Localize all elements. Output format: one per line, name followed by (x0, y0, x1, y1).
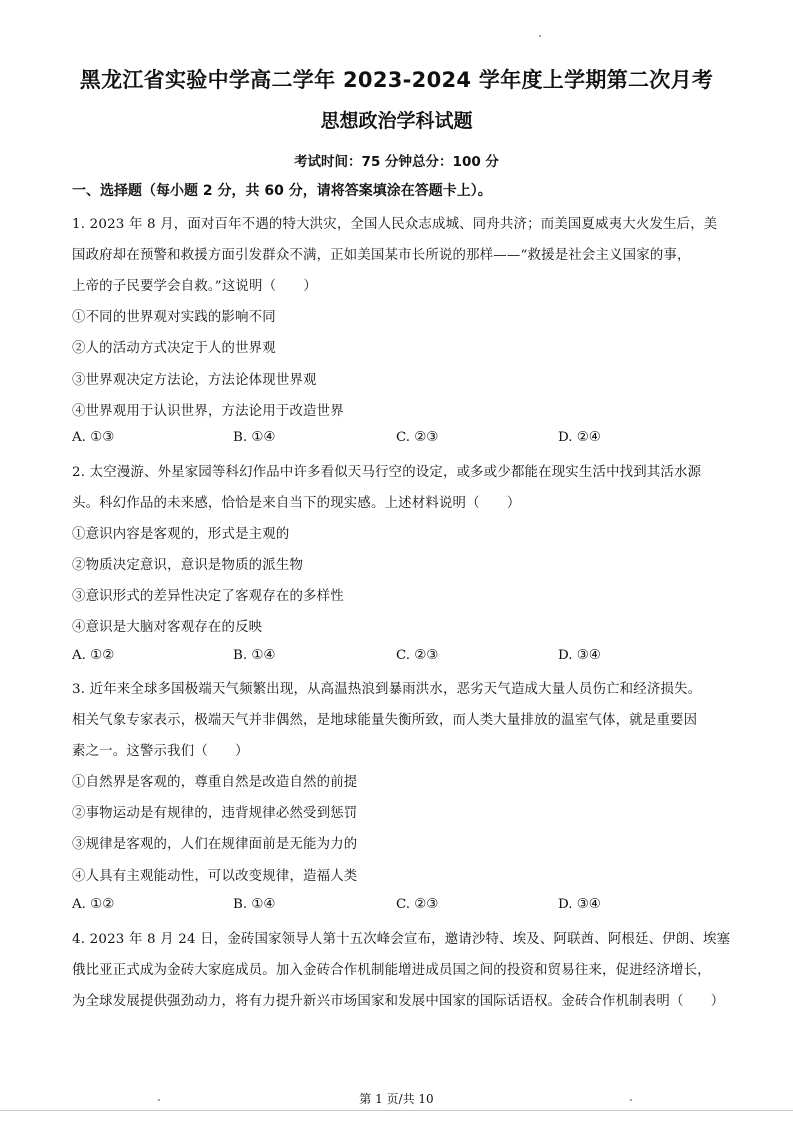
option-d: D. ③④ (558, 648, 601, 663)
exam-title: 黑龙江省实验中学高二学年 2023-2024 学年度上学期第二次月考 (79, 68, 714, 92)
option-b: B. ①④ (233, 430, 276, 445)
question-stem-line: 上帝的子民要学会自救。”这说明（ ） (72, 279, 317, 294)
option-d: D. ②④ (558, 430, 601, 445)
statement: ④世界观用于认识世界，方法论用于改造世界 (72, 404, 344, 419)
question-stem-line: 头。科幻作品的未来感，恰恰是来自当下的现实感。上述材料说明（ ） (72, 496, 521, 511)
page-number: 第 1 页/共 10 (359, 1092, 434, 1106)
option-d: D. ③④ (558, 897, 601, 912)
statement: ③意识形式的差异性决定了客观存在的多样性 (72, 589, 344, 604)
question-stem-line: 素之一。这警示我们（ ） (72, 744, 249, 759)
option-a: A. ①③ (72, 430, 115, 445)
statement: ①意识内容是客观的，形式是主观的 (72, 527, 290, 542)
statement: ①自然界是客观的，尊重自然是改造自然的前提 (72, 775, 358, 790)
option-b: B. ①④ (233, 648, 276, 663)
question-stem-line: 4. 2023 年 8 月 24 日，金砖国家领导人第十五次峰会宣布，邀请沙特、埃及、阿联酋、阿根廷、伊朗、埃塞 (72, 932, 731, 947)
option-c: C. ②③ (396, 648, 439, 663)
option-b: B. ①④ (233, 897, 276, 912)
option-a: A. ①② (72, 897, 115, 912)
statement: ②人的活动方式决定于人的世界观 (72, 341, 276, 356)
statement: ③世界观决定方法论，方法论体现世界观 (72, 373, 317, 388)
option-a: A. ①② (72, 648, 115, 663)
section-heading: 一、选择题（每小题 2 分，共 60 分，请将答案填涂在答题卡上）。 (72, 183, 492, 199)
footer-divider (0, 1110, 793, 1111)
question-stem-line: 为全球发展提供强劲动力，将有力提升新兴市场国家和发展中国家的国际话语权。金砖合作机制表明（ ） (72, 994, 725, 1009)
statement: ②事物运动是有规律的，违背规律必然受到惩罚 (72, 806, 358, 821)
exam-subject: 思想政治学科试题 (320, 110, 473, 132)
question-stem-line: 3. 近年来全球多国极端天气频繁出现，从高温热浪到暴雨洪水，恶劣天气造成大量人员伤亡和经济损失。 (72, 682, 702, 697)
option-c: C. ②③ (396, 430, 439, 445)
question-stem-line: 相关气象专家表示，极端天气并非偶然，是地球能量失衡所致，而人类大量排放的温室气体，就是重要因 (72, 713, 698, 728)
question-stem-line: 俄比亚正式成为金砖大家庭成员。加入金砖合作机制能增进成员国之间的投资和贸易往来，促进经济增长， (72, 963, 711, 978)
exam-time-and-score: 考试时间：75 分钟总分：100 分 (294, 154, 499, 170)
question-stem-line: 2. 太空漫游、外星家园等科幻作品中许多看似天马行空的设定，或多或少都能在现实生活中找到其活水源 (72, 465, 702, 480)
statement: ①不同的世界观对实践的影响不同 (72, 310, 276, 325)
option-c: C. ②③ (396, 897, 439, 912)
statement: ③规律是客观的，人们在规律面前是无能为力的 (72, 837, 358, 852)
question-stem-line: 国政府却在预警和救援方面引发群众不满，正如美国某市长所说的那样——“救援是社会主义国家的事， (72, 248, 691, 263)
statement: ④意识是大脑对客观存在的反映 (72, 620, 263, 635)
statement: ④人具有主观能动性，可以改变规律，造福人类 (72, 869, 358, 884)
statement: ②物质决定意识，意识是物质的派生物 (72, 558, 304, 573)
question-stem-line: 1. 2023 年 8 月，面对百年不遇的特大洪灾，全国人民众志成城、同舟共济；而美国夏威夷大火发生后，美 (72, 217, 718, 232)
decorative-dot (539, 35, 541, 37)
